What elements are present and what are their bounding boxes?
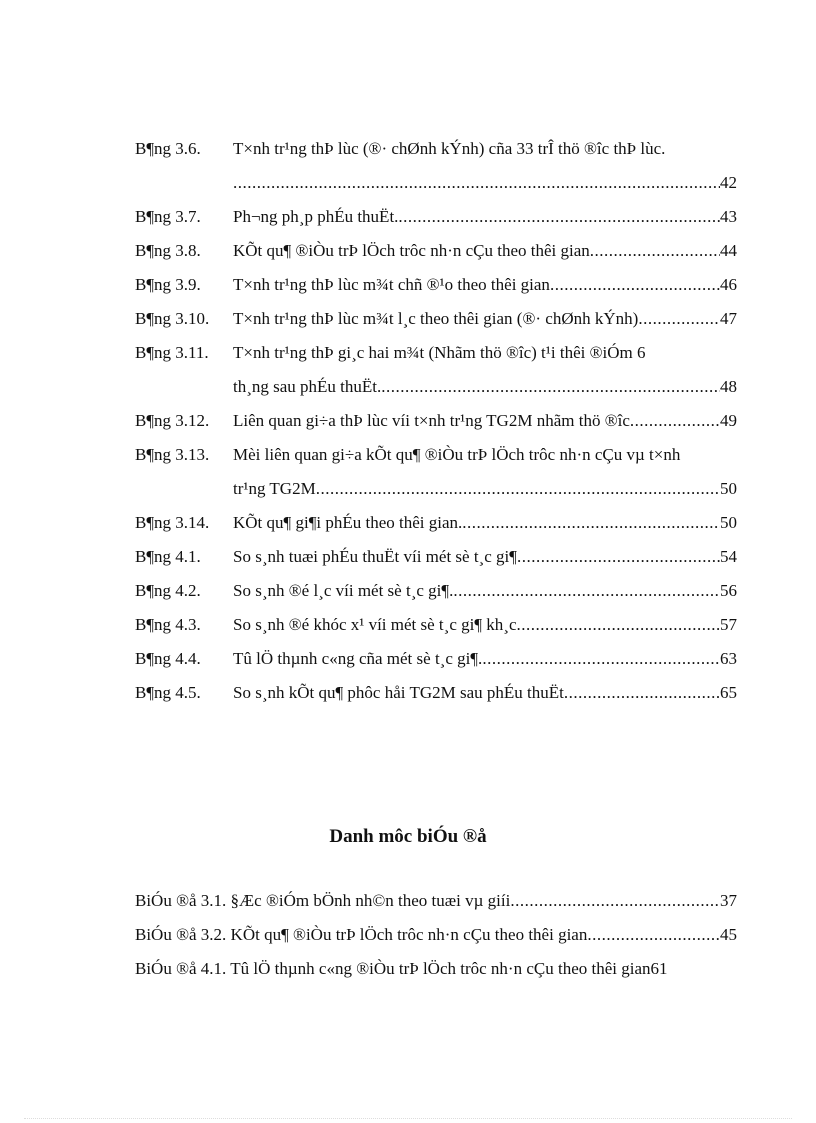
- table-entry-page: 57: [720, 615, 737, 634]
- chart-entry: [135, 918, 737, 952]
- table-entry-line: [233, 540, 737, 574]
- table-entry-number: B¶ng 3.11.: [135, 343, 209, 362]
- table-entry-page: 63: [720, 649, 737, 668]
- table-entry: [135, 642, 737, 676]
- table-entry-body: [233, 642, 737, 676]
- table-entry: [135, 234, 737, 268]
- table-entry-body: [233, 336, 737, 404]
- table-entry-title: T×nh tr¹ng thÞ lùc (®· chØnh kÝnh) cña 33 trÎ thö ®îc thÞ lùc.: [233, 139, 666, 158]
- table-entry-page: 48: [720, 377, 737, 396]
- table-entry-line: [233, 370, 737, 404]
- table-entry-title: So s¸nh kÕt qu¶ phôc håi TG2M sau phÉu thuËt: [233, 683, 564, 702]
- dot-leader: [381, 370, 720, 404]
- table-entry: [135, 336, 737, 404]
- table-entry-title: T×nh tr¹ng thÞ lùc m¾t l¸c theo thêi gian (®· chØnh kÝnh): [233, 309, 639, 328]
- table-entry-number: B¶ng 3.9.: [135, 275, 201, 294]
- dot-leader: [517, 540, 720, 574]
- table-entry-line: [233, 268, 737, 302]
- table-entry-title: th¸ng sau phÉu thuËt.: [233, 377, 382, 396]
- dot-leader: [630, 404, 720, 438]
- table-entry-body: [233, 132, 737, 200]
- table-entry-page: 56: [720, 581, 737, 600]
- table-entry-page: 43: [720, 207, 737, 226]
- table-entry-page: 50: [720, 479, 737, 498]
- table-entry-page: 44: [720, 241, 737, 260]
- table-entry: [135, 574, 737, 608]
- dot-leader: [590, 234, 720, 268]
- table-entry-title: Liên quan gi÷a thÞ lùc víi t×nh tr¹ng TG2M nhãm thö ®îc: [233, 411, 630, 430]
- table-entry-body: [233, 506, 737, 540]
- table-entry-line: [233, 506, 737, 540]
- table-entry: [135, 676, 737, 710]
- table-entry-line: [233, 166, 737, 200]
- table-entry-title: Ph¬ng ph¸p phÉu thuËt.: [233, 207, 399, 226]
- table-entry-body: [233, 404, 737, 438]
- table-entry: [135, 200, 737, 234]
- chart-entry-title: BiÓu ®å 3.2. KÕt qu¶ ®iÒu trÞ lÖch trôc nh·n cÇu theo thêi gian: [135, 925, 588, 944]
- page-bottom-rule: [24, 1118, 792, 1119]
- dot-leader: [587, 918, 720, 952]
- table-entry-line: [233, 642, 737, 676]
- table-entry-line: [233, 234, 737, 268]
- table-entry-line: [233, 404, 737, 438]
- table-entry: [135, 506, 737, 540]
- dot-leader: [233, 166, 720, 200]
- table-entry-number: B¶ng 3.7.: [135, 207, 201, 226]
- table-entry-page: 47: [720, 309, 737, 328]
- table-entry-body: [233, 268, 737, 302]
- table-entry-title: T×nh tr¹ng thÞ lùc m¾t chñ ®¹o theo thêi gian: [233, 275, 550, 294]
- table-entry-number: B¶ng 4.4.: [135, 649, 201, 668]
- table-entry-body: [233, 574, 737, 608]
- table-entry-title: Tû lÖ thµnh c«ng cña mét sè t¸c gi¶.: [233, 649, 483, 668]
- table-entry-line: [233, 302, 737, 336]
- table-entry-title: So s¸nh ®é l¸c víi mét sè t¸c gi¶.: [233, 581, 454, 600]
- table-entry-number: B¶ng 3.12.: [135, 411, 210, 430]
- chart-list-heading: Danh môc biÓu ®å: [329, 826, 487, 847]
- table-entry-number: B¶ng 4.3.: [135, 615, 201, 634]
- chart-entry-page: 37: [720, 891, 737, 910]
- table-entry-title: So s¸nh tuæi phÉu thuËt víi mét sè t¸c gi¶: [233, 547, 517, 566]
- table-entry: [135, 540, 737, 574]
- table-entry-body: [233, 302, 737, 336]
- table-entry-line: [233, 676, 737, 710]
- chart-list: [135, 884, 737, 986]
- chart-entry-title: BiÓu ®å 3.1. §Æc ®iÓm bÖnh nh©n theo tuæi vµ giíi: [135, 891, 511, 910]
- table-entry-line: [233, 132, 737, 166]
- table-entry-number: B¶ng 3.10.: [135, 309, 210, 328]
- table-entry-page: 42: [720, 173, 737, 192]
- table-entry-body: [233, 676, 737, 710]
- table-entry-line: [233, 608, 737, 642]
- dot-leader: [517, 608, 721, 642]
- dot-leader: [550, 268, 720, 302]
- table-entry-body: [233, 608, 737, 642]
- dot-leader: [638, 302, 720, 336]
- table-entry-line: [233, 200, 737, 234]
- table-entry-body: [233, 540, 737, 574]
- table-entry-page: 65: [720, 683, 737, 702]
- chart-entry: [135, 952, 737, 986]
- chart-entry-title: BiÓu ®å 4.1. Tû lÖ thµnh c«ng ®iÒu trÞ lÖch trôc nh·n cÇu theo thêi gian: [135, 959, 651, 978]
- table-entry: [135, 132, 737, 200]
- table-entry-body: [233, 438, 737, 506]
- table-entry-number: B¶ng 3.8.: [135, 241, 201, 260]
- table-entry: [135, 302, 737, 336]
- dot-leader: [510, 884, 720, 918]
- dot-leader: [564, 676, 720, 710]
- table-entry-title: KÕt qu¶ gi¶i phÉu theo thêi gian.: [233, 513, 463, 532]
- table-entry-number: B¶ng 3.13.: [135, 445, 210, 464]
- table-entry-line: [233, 574, 737, 608]
- table-entry-number: B¶ng 4.2.: [135, 581, 201, 600]
- chart-entry-page: 45: [720, 925, 737, 944]
- table-entry-line: [233, 336, 737, 370]
- table-entry: [135, 608, 737, 642]
- table-entry-line: [233, 438, 737, 472]
- chart-entry: [135, 884, 737, 918]
- table-entry-body: [233, 234, 737, 268]
- table-entry-number: B¶ng 4.1.: [135, 547, 201, 566]
- table-entry-title: tr¹ng TG2M: [233, 479, 316, 498]
- table-entry-page: 49: [720, 411, 737, 430]
- dot-leader: [462, 506, 720, 540]
- table-entry-page: 46: [720, 275, 737, 294]
- table-entry-title: T×nh tr¹ng thÞ gi¸c hai m¾t (Nhãm thö ®îc) t¹i thêi ®iÓm 6: [233, 343, 646, 362]
- dot-leader: [316, 472, 720, 506]
- dot-leader: [398, 200, 720, 234]
- table-entry-page: 54: [720, 547, 737, 566]
- table-of-tables: [135, 132, 737, 710]
- dot-leader: [453, 574, 720, 608]
- table-entry: [135, 404, 737, 438]
- table-entry-title: So s¸nh ®é khóc x¹ víi mét sè t¸c gi¶ kh¸c: [233, 615, 517, 634]
- dot-leader: [482, 642, 720, 676]
- table-entry-page: 50: [720, 513, 737, 532]
- table-entry-title: Mèi liên quan gi÷a kÕt qu¶ ®iÒu trÞ lÖch trôc nh·n cÇu vµ t×nh: [233, 445, 681, 464]
- table-entry-number: B¶ng 3.6.: [135, 139, 201, 158]
- table-entry: [135, 438, 737, 506]
- table-entry-body: [233, 200, 737, 234]
- table-entry-line: [233, 472, 737, 506]
- table-entry-title: KÕt qu¶ ®iÒu trÞ lÖch trôc nh·n cÇu theo thêi gian: [233, 241, 590, 260]
- table-entry-number: B¶ng 3.14.: [135, 513, 210, 532]
- table-entry: [135, 268, 737, 302]
- chart-entry-page: 61: [650, 959, 668, 978]
- table-entry-number: B¶ng 4.5.: [135, 683, 201, 702]
